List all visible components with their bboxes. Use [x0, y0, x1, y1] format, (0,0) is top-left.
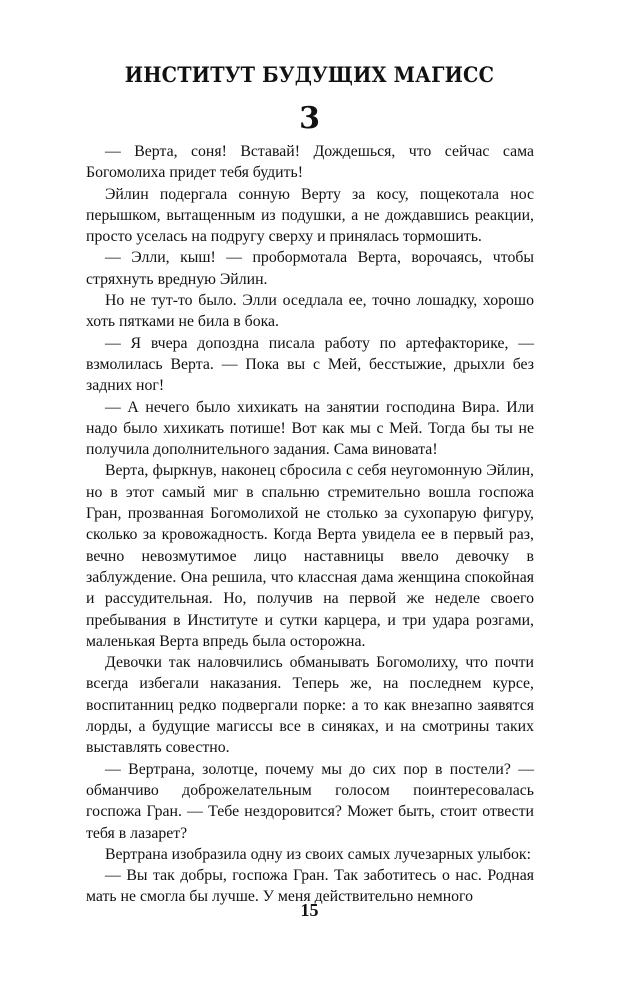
- paragraph: — А нечего было хихикать на занятии господина Вира. Или надо было хихикать потише! Вот как мы с Мей. Тогда бы ты не получила дополнительного задания. Сама виновата!: [86, 398, 534, 459]
- running-head: ИНСТИТУТ БУДУЩИХ МАГИСС: [124, 62, 495, 87]
- paragraph: Верта, фыркнув, наконец сбросила с себя неугомонную Эйлин, но в этот самый миг в спальню стремительно вошла госпожа Гран, прозванная Богомолихой не столько за сухопарую фигуру, сколько за кровожадность. Когда Верта увидела ее в первый раз, вечно невозмутимое лицо наставницы ввело девочку в заблуждение. Она решила, что классная дама женщина спокойная и рассудительная. Но, получив на первой же неделе своего пребывания в Институте и сутки карцера, и три удара розгами, маленькая Верта впредь была осторожна.: [86, 462, 534, 650]
- paragraph: Девочки так наловчились обманывать Богомолиху, что почти всегда избегали наказания. Теперь же, на последнем курсе, воспитанниц редко подвергали порке: а то как внезапно заявятся лорды, а будущие магиссы все в синяках, и на смотрины таких выставлять совестно.: [86, 654, 534, 757]
- page-number: 15: [300, 900, 319, 920]
- paragraph: Но не тут-то было. Элли оседлала ее, точно лошадку, хорошо хоть пятками не била в бока.: [86, 292, 534, 331]
- paragraph: — Элли, кыш! — пробормотала Верта, ворочаясь, чтобы стряхнуть вредную Эйлин.: [86, 249, 534, 288]
- paragraph: Эйлин подергала сонную Верту за косу, пощекотала нос перышком, вытащенным из подушки, а не дождавшись реакции, просто уселась на подругу сверху и принялась тормошить.: [86, 185, 534, 246]
- paragraph: — Я вчера допоздна писала работу по артефакторике, — взмолилась Верта. — Пока вы с Мей, бесстыжие, дрыхли без задних ног!: [86, 334, 534, 395]
- chapter-number: 3: [299, 101, 320, 136]
- paragraph: Вертрана изобразила одну из своих самых лучезарных улыбок:: [105, 845, 531, 863]
- paragraph: — Верта, соня! Вставай! Дождешься, что сейчас сама Богомолиха придет тебя будить!: [86, 143, 534, 182]
- paragraph: — Вертрана, золотце, почему мы до сих пор в постели? — обманчиво доброжелательным голосом поинтересовалась госпожа Гран. — Тебе нездоровится? Может быть, стоит отвести тебя в лазарет?: [86, 760, 534, 842]
- body-text: [86, 141, 534, 908]
- paragraph: — Вы так добры, госпожа Гран. Так заботитесь о нас. Родная мать не смогла бы лучше. У меня действительно немного: [86, 867, 534, 906]
